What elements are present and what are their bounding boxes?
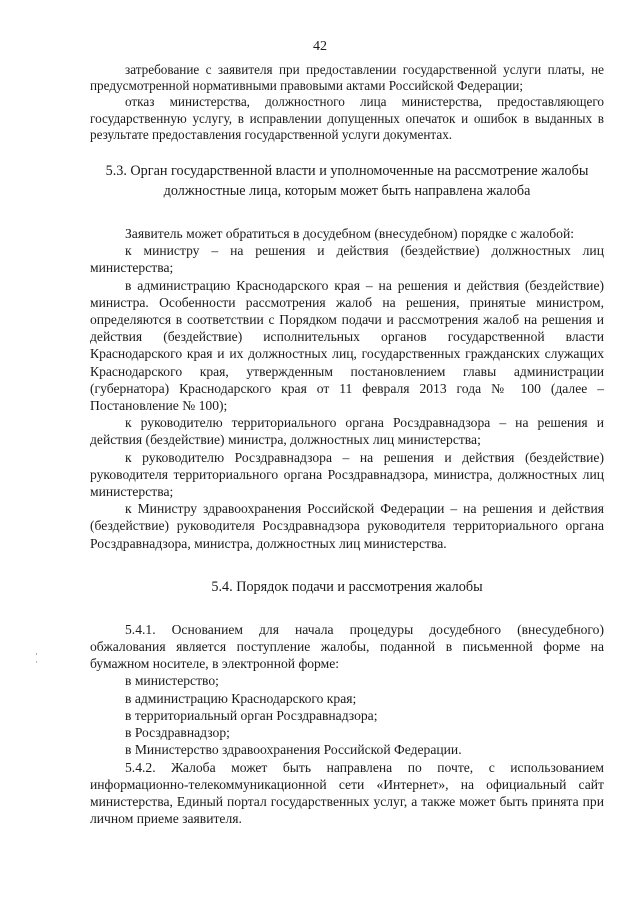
list-item: в территориальный орган Росздравнадзора; bbox=[125, 707, 378, 723]
section-5-3-paragraph-4: к руководителю территориального органа Росздравнадзора – на решения и действия (бездействие) министра, должностных лиц министерства; bbox=[90, 415, 604, 448]
section-5-4-paragraph-2: 5.4.2. Жалоба может быть направлена по почте, с использованием информационно-телекоммуникационной сети «Интернет», на официальный сайт министерства, Единый портал государственных услуг, а также может быть принята при личном приеме заявителя. bbox=[90, 759, 604, 827]
list-item: в Министерство здравоохранения Российской Федерации. bbox=[125, 742, 462, 758]
list-item: в Росздравнадзор; bbox=[125, 725, 230, 741]
scan-margin-mark bbox=[35, 652, 38, 666]
section-5-4-paragraph-1: 5.4.1. Основанием для начала процедуры досудебного (внесудебного) обжалования является поступление жалобы, поданной в письменной форме на бумажном носителе, в электронной форме: bbox=[90, 621, 604, 672]
section-5-3-paragraph-1: Заявитель может обратиться в досудебном (внесудебном) порядке с жалобой: bbox=[125, 226, 575, 242]
page-number: 42 bbox=[313, 39, 327, 54]
intro-paragraph-2: отказ министерства, должностного лица министерства, предоставляющего государственную услугу, в исправлении допущенных опечаток и ошибок в выданных в результате предоставления государственной услуги документах. bbox=[90, 94, 604, 142]
section-5-3-heading: 5.3. Орган государственной власти и уполномоченные на рассмотрение жалобы должностные лица, которым может быть направлена жалоба bbox=[105, 163, 589, 200]
section-5-3-paragraph-2: к министру – на решения и действия (бездействие) должностных лиц министерства; bbox=[90, 243, 604, 276]
section-5-3-paragraph-6: к Министру здравоохранения Российской Федерации – на решения и действия (бездействие) руководителя Росздравнадзора руководителя территориального органа Росздравнадзора, министра, должностных лиц министерства. bbox=[90, 501, 604, 551]
section-5-3-paragraph-3: в администрацию Краснодарского края – на решения и действия (бездействие) министра. Особенности рассмотрения жалоб на решения, принятые министром, определяются в соответствии с Порядком подачи и рассмотрения жалоб на решения и действия (бездействие) исполнительных органов государственной власти Краснодарского края и их должностных лиц, государственных гражданских служащих Краснодарского края, утвержденным постановлением главы администрации (губернатора) Краснодарского края от 11 февраля 2013 года № 100 (далее – Постановление № 100); bbox=[90, 277, 604, 414]
intro-paragraph-1: затребование с заявителя при предоставлении государственной услуги платы, не предусмотренной нормативными правовыми актами Российской Федерации; bbox=[90, 62, 604, 94]
section-5-4-heading: 5.4. Порядок подачи и рассмотрения жалобы bbox=[211, 578, 483, 595]
section-5-3-paragraph-5: к руководителю Росздравнадзора – на решения и действия (бездействие) руководителя территориального органа Росздравнадзора, министра, должностных лиц министерства; bbox=[90, 449, 604, 500]
document-body bbox=[90, 62, 604, 827]
list-item: в администрацию Краснодарского края; bbox=[125, 690, 357, 706]
list-item: в министерство; bbox=[125, 673, 219, 689]
